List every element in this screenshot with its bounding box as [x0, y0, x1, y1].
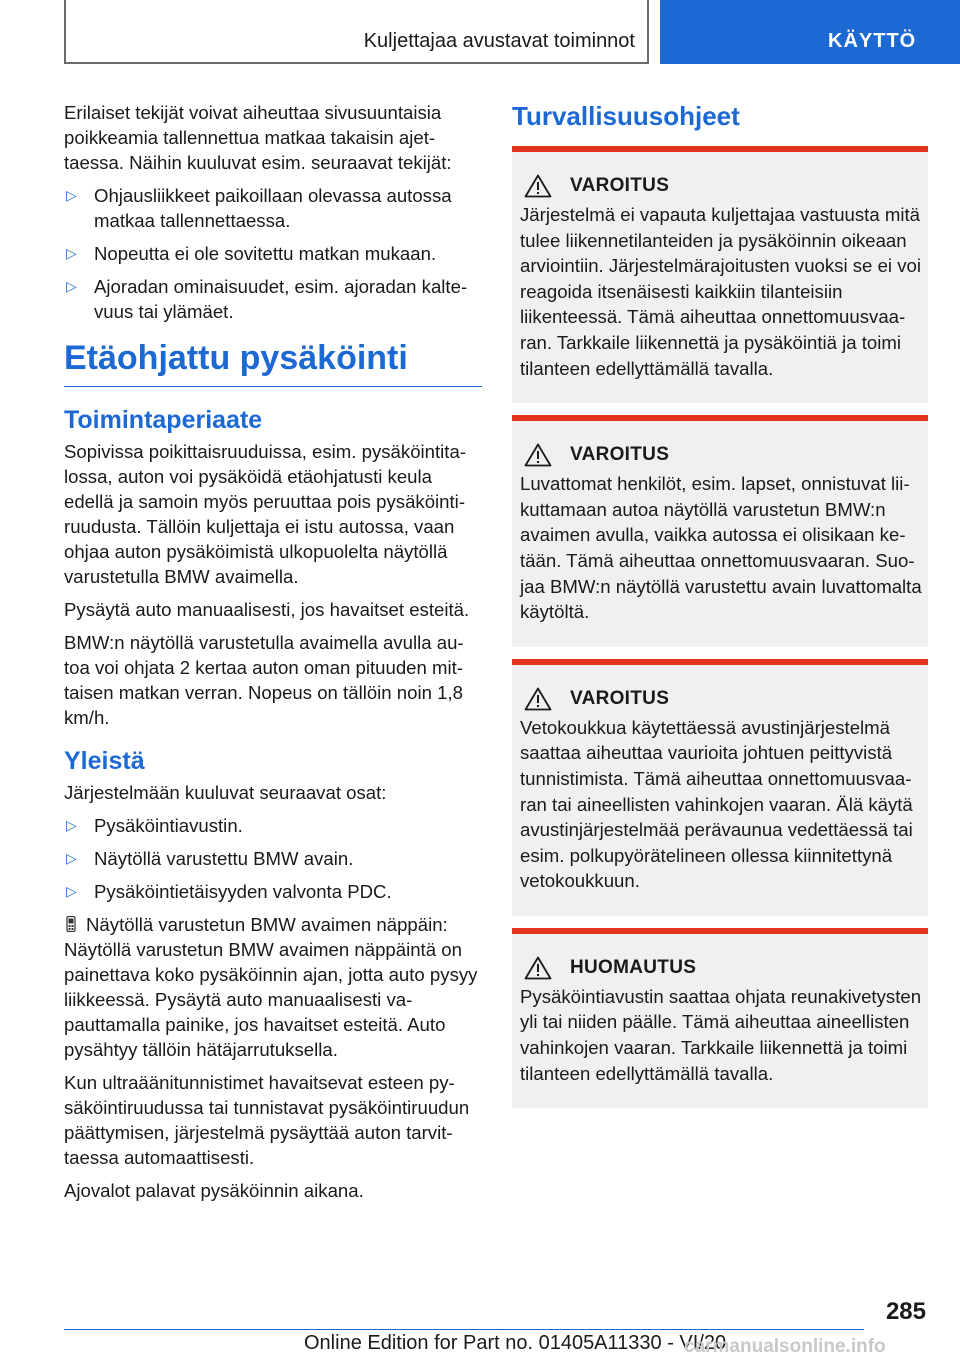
- page-number: 285: [885, 1298, 926, 1325]
- list-item: ▷ Pysäköintietäisyyden valvonta PDC.: [66, 881, 392, 902]
- warning-header: [520, 687, 922, 711]
- watermark: carmanualsonline.info: [684, 1336, 886, 1357]
- triangle-bullet-icon: ▷: [66, 817, 77, 833]
- warning-triangle-icon: [524, 687, 552, 711]
- right-column: [512, 100, 928, 1120]
- triangle-bullet-icon: ▷: [66, 883, 77, 899]
- edition-text: Online Edition for Part no. 01405A11330 - VI/20: [304, 1332, 727, 1354]
- chapter-tab[interactable]: [660, 0, 960, 64]
- notice-box: [512, 928, 928, 1108]
- warning-triangle-icon: [524, 956, 552, 980]
- notice-label: HUOMAUTUS: [570, 956, 697, 978]
- warning-label: VAROITUS: [570, 444, 670, 466]
- principle-paragraph-3: BMW:n näytöllä varustetulla avaimella avulla autoa voi ohjata 2 kertaa auton oman pituuden mittaisen matkan verran. Nopeus on tällöin noin 1,8 km/h.: [64, 632, 464, 728]
- triangle-bullet-icon: ▷: [66, 850, 77, 866]
- safety-heading: Turvallisuusohjeet: [512, 101, 740, 131]
- chapter-tab-label: KÄYTTÖ: [828, 30, 917, 52]
- principle-paragraph-1: Sopivissa poikittaisruuduissa, esim. pysäköintitalossa, auton voi pysäköidä etäohjatusti keula edellä ja samoin myös peruuttaa pois pysäköintiruudusta. Tällöin kuljettaja ei istu autossa, vaan ohjaa auton pysäköimistä ulkopuolelta näytöllä varustetulla BMW avaimella.: [64, 441, 467, 587]
- list-item: ▷ Ajoradan ominaisuudet, esim. ajoradan kaltevuus tai ylämäet.: [66, 276, 468, 322]
- warning-text: Vetokoukkua käytettäessä avustinjärjestelmä saattaa aiheuttaa vaurioita johtuen peittyvistä tunnistimista. Tämä aiheuttaa onnettomuusvaaran tai aineellisten vahinkojen vaaran. Älä käytä avustinjärjestelmää perävaunua vedettäessä tai esim. polkupyörätelineen ollessa kiinnitettynä vetokoukkuun.: [520, 716, 913, 892]
- warning-label: VAROITUS: [570, 175, 670, 196]
- ultrasonic-paragraph: Kun ultraäänitunnistimet havaitsevat esteen pysäköintiruudussa tai tunnistavat pysäköintiruudun päättymisen, järjestelmä pysäyttää auton tarvittaessa automaattisesti.: [64, 1072, 470, 1168]
- factor-list: [64, 183, 482, 324]
- left-column: [64, 100, 482, 1211]
- principle-paragraph-2: Pysäytä auto manuaalisesti, jos havaitset esteitä.: [64, 599, 470, 620]
- warning-box: [512, 415, 928, 647]
- list-item: ▷ Näytöllä varustettu BMW avain.: [66, 848, 354, 869]
- intro-paragraph: Erilaiset tekijät voivat aiheuttaa sivusuuntaisia poikkeamia tallennettua matkaa takaisin ajettaessa. Näihin kuuluvat esim. seuraavat tekijät:: [64, 102, 452, 173]
- warning-text: Luvattomat henkilöt, esim. lapset, onnistuvat liikuttamaan autoa näytöllä varustetun BMW:n avaimen avulla, vaikka autossa ei olisikaan ketään. Tämä aiheuttaa onnettomuusvaaran. Suojaa BMW:n näytöllä varustettu avain luvattomalta käytöltä.: [520, 473, 922, 623]
- section-title: Kuljettajaa avustavat toiminnot: [363, 30, 635, 52]
- principle-heading: Toimintaperiaate: [64, 406, 263, 434]
- warning-triangle-icon: [524, 174, 552, 198]
- warning-header: [520, 174, 922, 198]
- list-item: ▷ Pysäköintiavustin.: [66, 815, 243, 836]
- warning-header: [520, 443, 922, 467]
- display-key-icon: [66, 916, 76, 932]
- list-item: ▷ Nopeutta ei ole sovitettu matkan mukaan.: [66, 243, 437, 264]
- warning-box: [512, 146, 928, 403]
- general-heading: Yleistä: [64, 747, 145, 775]
- general-intro: Järjestelmään kuuluvat seuraavat osat:: [64, 782, 387, 803]
- triangle-bullet-icon: ▷: [66, 245, 77, 261]
- key-label: Näytöllä varustetun BMW avaimen näppäin:: [86, 914, 448, 935]
- key-label-line: [64, 912, 482, 937]
- lights-paragraph: Ajovalot palavat pysäköinnin aikana.: [64, 1180, 364, 1201]
- warning-box: [512, 659, 928, 916]
- triangle-bullet-icon: ▷: [66, 278, 77, 294]
- list-item: ▷ Ohjausliikkeet paikoillaan olevassa autossa matkaa tallennettaessa.: [66, 185, 452, 231]
- notice-text: Pysäköintiavustin saattaa ohjata reunakivetysten yli tai niiden päälle. Tämä aiheuttaa aineellisten vahinkojen vaaran. Tarkkaile liikennettä ja toimi tilanteen edellyttämällä tavalla.: [520, 985, 922, 1084]
- notice-header: [520, 956, 922, 980]
- warning-text: Järjestelmä ei vapauta kuljettajaa vastuusta mitä tulee liikennetilanteiden ja pysäköinnin oikeaan arviointiin. Järjestelmärajoitusten vuoksi se ei voi reagoida itsenäisesti kaikkiin tilanteisiin liikenteessä. Tämä aiheuttaa onnettomuusvaaran. Tarkkaile liikennettä ja pysäköintiä ja toimi tilanteen edellyttämällä tavalla.: [520, 204, 921, 379]
- key-paragraph: Näytöllä varustetun BMW avaimen näppäintä on painettava koko pysäköinnin ajan, jotta auto pysyy liikkeessä. Pysäytä auto manuaalisesti vapauttamalla painike, jos havaitset esteitä. Auto pysähtyy tällöin hätäjarrutuksella.: [64, 939, 478, 1060]
- warning-label: VAROITUS: [570, 687, 670, 709]
- component-list: [64, 813, 482, 904]
- footer-divider: [64, 1329, 864, 1330]
- section-heading: Etäohjattu pysäköinti: [64, 338, 482, 387]
- triangle-bullet-icon: ▷: [66, 187, 77, 203]
- warning-triangle-icon: [524, 443, 552, 467]
- header-section-box: [64, 0, 649, 64]
